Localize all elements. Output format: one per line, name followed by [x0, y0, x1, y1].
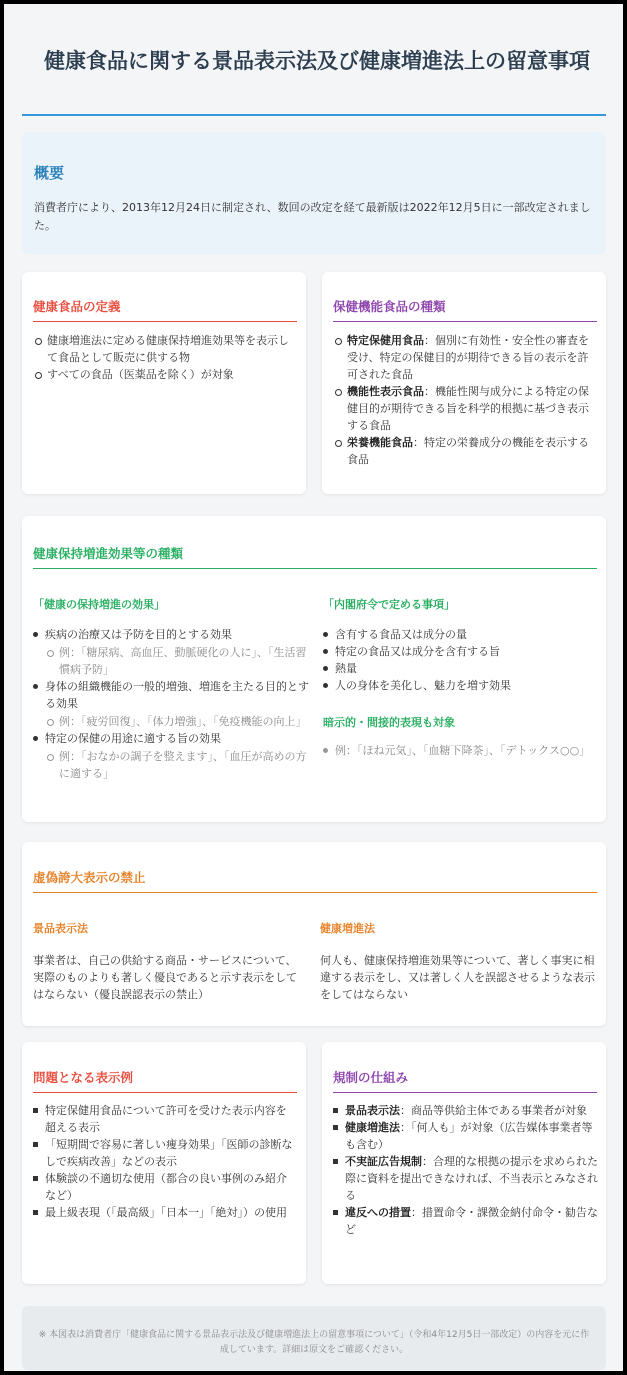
- item-text: 特定の保健の用途に適する旨の効果: [45, 732, 221, 745]
- implicit-list: [321, 742, 599, 759]
- implicit-subheading: 暗示的・間接的表現も対象: [323, 716, 455, 729]
- list-item: [333, 434, 597, 468]
- footnote-text: ※ 本図表は消費者庁「健康食品に関する景品表示法及び健康増進法上の留意事項について」（令和4年12月5日一部改定）の内容を元に作成しています。詳細は原文をご確認ください。: [38, 1330, 590, 1355]
- term: 違反への措置: [345, 1206, 411, 1219]
- list-item: [31, 626, 313, 678]
- list-item: 含有する食品又は成分の量: [321, 626, 599, 643]
- list-item: 体験談の不適切な使用（都合の良い事例のみ紹介など）: [31, 1170, 297, 1204]
- list-item: [331, 1204, 599, 1238]
- list-item: 健康増進法に定める健康保持増進効果等を表示して食品として販売に供する物: [33, 332, 297, 366]
- definition-card: [22, 272, 306, 494]
- regulation-heading: 規制の仕組み: [333, 1068, 597, 1093]
- title-divider: [22, 114, 606, 116]
- desc: ：特定の栄養成分の機能を表示する食品: [347, 436, 589, 466]
- page: [4, 4, 623, 1371]
- exaggeration-card: [22, 842, 606, 1026]
- definition-heading: 健康食品の定義: [33, 297, 297, 322]
- list-item: [331, 1153, 599, 1204]
- effects-left-subheading: 「健康の保持増進の効果」: [33, 598, 165, 611]
- problems-heading: 問題となる表示例: [33, 1068, 297, 1093]
- effects-left-list: [31, 626, 313, 782]
- list-item: [331, 1102, 599, 1119]
- term: 健康増進法: [345, 1121, 400, 1134]
- desc: ：合理的な根拠の提示を求められた際に資料を提出できなければ、不当表示とみなされる: [345, 1155, 598, 1202]
- list-item: 特定保健用食品について許可を受けた表示内容を超える表示: [31, 1102, 297, 1136]
- list-item: [31, 730, 313, 782]
- regulation-card: [322, 1042, 606, 1284]
- desc: ：措置命令・課徴金納付命令・勧告など: [345, 1206, 598, 1236]
- term: 不実証広告規制: [345, 1155, 422, 1168]
- footnote-box: [22, 1306, 606, 1370]
- example: 例：「おなかの調子を整えます」、「血圧が高めの方に適する」: [45, 748, 313, 782]
- term: 景品表示法: [345, 1104, 400, 1117]
- effects-right-list: [321, 626, 599, 694]
- term: 栄養機能食品: [347, 436, 413, 449]
- example-list: [45, 713, 313, 730]
- term: 特定保健用食品: [347, 334, 424, 347]
- list-item: [333, 383, 597, 434]
- list-item: 熱量: [321, 660, 599, 677]
- problems-card: [22, 1042, 306, 1284]
- exaggeration-right-text: 何人も、健康保持増進効果等について、著しく事実に相違する表示をし、又は著しく人を誤認させるような表示をしてはならない: [320, 954, 595, 1001]
- effects-heading: 健康保持増進効果等の種類: [33, 544, 597, 569]
- list-item: [31, 678, 313, 730]
- desc: ：機能性関与成分による特定の保健目的が期待できる旨を科学的根拠に基づき表示する食品: [347, 385, 589, 432]
- overview-box: [22, 132, 606, 254]
- functional-types-card: [322, 272, 606, 494]
- problems-list: [31, 1102, 297, 1221]
- effects-card: [22, 516, 606, 822]
- example: 例：「疲労回復」、「体力増強」、「免疫機能の向上」: [45, 713, 313, 730]
- term: 機能性表示食品: [347, 385, 424, 398]
- list-item: 特定の食品又は成分を含有する旨: [321, 643, 599, 660]
- item-text: 身体の組織機能の一般的増強、増進を主たる目的とする効果: [45, 680, 309, 710]
- example: 例：「糖尿病、高血圧、動脈硬化の人に」、「生活習慣病予防」: [45, 644, 313, 678]
- page-title: 健康食品に関する景品表示法及び健康増進法上の留意事項: [44, 49, 590, 73]
- regulation-list: [331, 1102, 599, 1238]
- overview-heading: 概要: [34, 164, 65, 182]
- exaggeration-heading: 虚偽誇大表示の禁止: [33, 868, 597, 893]
- overview-text: 消費者庁により、2013年12月24日に制定され、数回の改定を経て最新版は2022年12月5日に一部改定されました。: [34, 201, 591, 232]
- list-item: 例：「ほね元気」、「血糖下降茶」、「デトックス○○」: [321, 742, 599, 759]
- functional-types-heading: 保健機能食品の種類: [333, 297, 597, 322]
- list-item: [333, 332, 597, 383]
- example-list: [45, 644, 313, 678]
- item-text: 疾病の治療又は予防を目的とする効果: [45, 628, 232, 641]
- desc: ：「何人も」が対象（広告媒体事業者等も含む）: [345, 1121, 593, 1151]
- exaggeration-left-text: 事業者は、自己の供給する商品・サービスについて、実際のものよりも著しく優良であると示す表示をしてはならない（優良誤認表示の禁止）: [33, 954, 297, 1001]
- functional-types-list: [333, 332, 597, 468]
- list-item: すべての食品（医薬品を除く）が対象: [33, 366, 297, 383]
- list-item: [331, 1119, 599, 1153]
- exaggeration-right-subheading: 健康増進法: [320, 922, 375, 935]
- example-list: [45, 748, 313, 782]
- effects-right-subheading: 「内閣府令で定める事項」: [323, 598, 455, 611]
- definition-list: [33, 332, 297, 383]
- list-item: 人の身体を美化し、魅力を増す効果: [321, 677, 599, 694]
- exaggeration-left-subheading: 景品表示法: [33, 922, 88, 935]
- desc: ：商品等供給主体である事業者が対象: [400, 1104, 587, 1117]
- list-item: 最上級表現（「最高級」「日本一」「絶対」）の使用: [31, 1204, 297, 1221]
- list-item: 「短期間で容易に著しい痩身効果」「医師の診断なしで疾病改善」などの表示: [31, 1136, 297, 1170]
- desc: ：個別に有効性・安全性の審査を受け、特定の保健目的が期待できる旨の表示を許可された食品: [347, 334, 589, 381]
